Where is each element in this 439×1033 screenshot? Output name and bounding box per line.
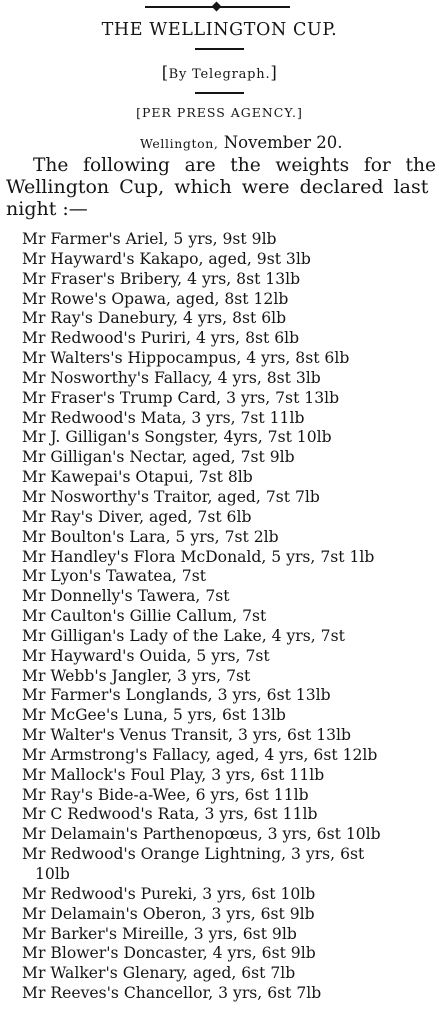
weight-entry: Mr Fraser's Trump Card, 3 yrs, 7st 13lb <box>22 388 340 407</box>
intro-line: Wellington Cup, which were declared last <box>6 176 429 198</box>
weight-entry: Mr Ray's Diver, aged, 7st 6lb <box>22 507 252 526</box>
weight-entry: Mr Redwood's Orange Lightning, 3 yrs, 6st <box>22 845 365 864</box>
weight-entry: Mr Boulton's Lara, 5 yrs, 7st 2lb <box>22 527 279 546</box>
byline-divider <box>195 92 244 94</box>
weight-entry: Mr Hayward's Ouida, 5 yrs, 7st <box>22 646 270 665</box>
intro-line: The following are the weights for the <box>33 154 436 176</box>
diamond-ornament-icon <box>212 2 222 12</box>
weight-entry: Mr Barker's Mireille, 3 yrs, 6st 9lb <box>22 924 297 943</box>
weight-entry: Mr Ray's Danebury, 4 yrs, 8st 6lb <box>22 309 287 328</box>
weight-entry: Mr Fraser's Bribery, 4 yrs, 8st 13lb <box>22 269 301 288</box>
byline-text: By Telegraph. <box>168 67 271 82</box>
title-divider <box>195 48 244 50</box>
weight-entry: Mr Rowe's Opawa, aged, 8st 12lb <box>22 289 289 308</box>
weight-entry: Mr Farmer's Longlands, 3 yrs, 6st 13lb <box>22 686 331 705</box>
weight-entry: Mr J. Gilligan's Songster, 4yrs, 7st 10lb <box>22 428 332 447</box>
dateline-place: Wellington, <box>140 136 219 151</box>
weight-entry: Mr Delamain's Parthenopœus, 3 yrs, 6st 10lb <box>22 825 381 844</box>
dateline-date: November 20. <box>223 133 343 152</box>
weight-entry: Mr Ray's Bide-a-Wee, 6 yrs, 6st 11lb <box>22 785 309 804</box>
weight-entry: Mr Hayward's Kakapo, aged, 9st 3lb <box>22 249 311 268</box>
weight-entry: Mr Farmer's Ariel, 5 yrs, 9st 9lb <box>22 230 277 248</box>
weight-entry: Mr Donnelly's Tawera, 7st <box>22 587 230 606</box>
weight-entry: Mr Nosworthy's Fallacy, 4 yrs, 8st 3lb <box>22 368 321 387</box>
weight-entry: Mr Reeves's Chancellor, 3 yrs, 6st 7lb <box>22 984 322 1003</box>
weight-entry: Mr Caulton's Gillie Callum, 7st <box>22 607 267 626</box>
weight-entry: Mr Nosworthy's Traitor, aged, 7st 7lb <box>22 487 320 506</box>
weight-entry: Mr Webb's Jangler, 3 yrs, 7st <box>22 666 251 685</box>
weight-entry: Mr Kawepai's Otapui, 7st 8lb <box>22 468 253 487</box>
weight-entry: Mr Walters's Hippocampus, 4 yrs, 8st 6lb <box>22 349 350 368</box>
weight-entry: Mr Redwood's Mata, 3 yrs, 7st 11lb <box>22 408 305 427</box>
weight-entry: Mr Handley's Flora McDonald, 5 yrs, 7st 1lb <box>22 547 375 566</box>
weight-entry: Mr McGee's Luna, 5 yrs, 6st 13lb <box>22 706 286 725</box>
decorative-rule <box>145 2 290 12</box>
weight-entry-continuation: 10lb <box>35 865 70 883</box>
byline-close-bracket: ] <box>270 63 278 82</box>
article-title: THE WELLINGTON CUP. <box>101 20 338 40</box>
weight-entry: Mr Mallock's Foul Play, 3 yrs, 6st 11lb <box>22 765 325 784</box>
byline-open-bracket: [ <box>161 63 169 82</box>
intro-line: night :— <box>6 198 88 220</box>
weight-entry: Mr Armstrong's Fallacy, aged, 4 yrs, 6st 12lb <box>22 745 378 764</box>
weight-entry: Mr Redwood's Pureki, 3 yrs, 6st 10lb <box>22 884 316 903</box>
weight-entry: Mr Gilligan's Lady of the Lake, 4 yrs, 7st <box>22 626 345 645</box>
weight-entry: Mr Walter's Venus Transit, 3 yrs, 6st 13lb <box>22 726 352 745</box>
byline <box>0 63 439 82</box>
weights-list <box>0 230 439 1004</box>
dateline <box>140 133 343 152</box>
weight-entry: Mr Delamain's Oberon, 3 yrs, 6st 9lb <box>22 904 315 923</box>
weight-entry: Mr Walker's Glenary, aged, 6st 7lb <box>22 964 296 983</box>
weight-entry: Mr C Redwood's Rata, 3 yrs, 6st 11lb <box>22 805 318 824</box>
weight-entry: Mr Gilligan's Nectar, aged, 7st 9lb <box>22 448 295 467</box>
agency-line: [PER PRESS AGENCY.] <box>136 105 303 120</box>
weight-entry: Mr Blower's Doncaster, 4 yrs, 6st 9lb <box>22 944 316 963</box>
weight-entry: Mr Redwood's Puriri, 4 yrs, 8st 6lb <box>22 329 300 348</box>
weight-entry: Mr Lyon's Tawatea, 7st <box>22 567 206 586</box>
